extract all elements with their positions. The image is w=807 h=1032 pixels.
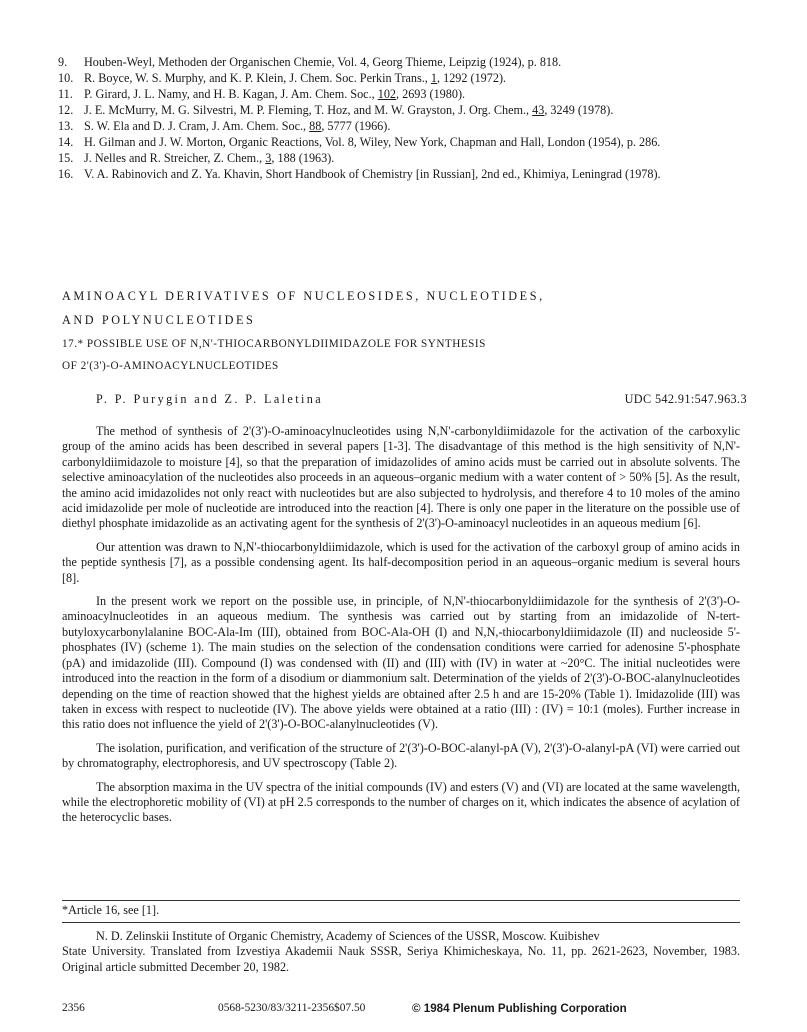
paragraph: The absorption maxima in the UV spectra of the initial compounds (IV) and esters (V) and (VI) are located at the same wavelength, while the electrophoretic mobility of (VI) at pH 2.5 corresponds to the number of charges on it, which indicates the absence of acylation of the heterocyclic bases. (62, 779, 740, 825)
reference-item: 9. Houben-Weyl, Methoden der Organischen Chemie, Vol. 4, Georg Thieme, Leipzig (1924), p. 818. (58, 55, 562, 69)
paragraph: In the present work we report on the possible use, in principle, of N,N'-thiocarbonyldiimidazole for the synthesis of 2'(3')-O-aminoacylnucleotides in an aqueous medium. The synthesis was carried out by starting from an imidazolide of N-tert-butyloxycarbonylalanine BOC-Ala-Im (III), obtained from BOC-Ala-OH (I) and N,N,-thiocarbonyldiimidazole (II) and nucleoside 5'-phosphates (IV) (scheme 1). The main studies on the selection of the condensation conditions were carried for adenosine 5'-phosphate (pA) and imidazolide (III). Compound (I) was condensed with (II) and (III) with (IV) in water at ~20°C. The initial nucleotides were introduced into the reaction in the form of a disodium or diammonium salt. Determination of the yields of 2'(3')-O-BOC-alanylnucleotides depending on the time of reaction showed that the highest yields are obtained after 2.5 h and are 15-20% (Table 1). Imidazolide (III) was taken in excess with respect to nucleotide (IV). The above yields were obtained at a ratio (III) : (IV) = 10:1 (moles). Further increase in this ratio does not influence the yield of 2'(3')-O-BOC-alanylnucleotides (V). (62, 594, 740, 732)
footnote-divider (62, 900, 740, 901)
reference-list (58, 54, 758, 182)
reference-item: 12. J. E. McMurry, M. G. Silvestri, M. P. Fleming, T. Hoz, and M. W. Grayston, J. Org. Chem., 43, 3249 (1978). (58, 103, 614, 117)
udc-code: UDC 542.91:547.963.3 (624, 392, 747, 406)
authors: P. P. Purygin and Z. P. Laletina (96, 392, 324, 406)
article-body (62, 424, 740, 834)
affiliation-note: N. D. Zelinskii Institute of Organic Chemistry, Academy of Sciences of the USSR, Moscow. Kuibishev State University. Translated from Izvestiya Akademii Nauk SSSR, Seriya Khimicheskaya, No. 11, pp. 2621-2623, November, 1983. Original article submitted December 20, 1982. (62, 929, 740, 974)
affiliation-divider (62, 922, 740, 923)
reference-item: 14. H. Gilman and J. W. Morton, Organic Reactions, Vol. 8, Wiley, New York, Chapman and Hall, London (1954), p. 286. (58, 135, 661, 149)
series-title: AMINOACYL DERIVATIVES OF NUCLEOSIDES, NUCLEOTIDES, AND POLYNUCLEOTIDES (62, 289, 545, 327)
copyright: © 1984 Plenum Publishing Corporation (412, 1002, 627, 1015)
page-number: 2356 (62, 1002, 85, 1014)
reference-item: 16. V. A. Rabinovich and Z. Ya. Khavin, Short Handbook of Chemistry [in Russian], 2nd ed., Khimiya, Leningrad (1978). (58, 167, 661, 181)
article-title: 17.* POSSIBLE USE OF N,N'-THIOCARBONYLDIIMIDAZOLE FOR SYNTHESIS OF 2'(3')-O-AMINOACYLNUCLEOTIDES (62, 338, 486, 372)
article-code: 0568-5230/83/3211-2356$07.50 (218, 1002, 366, 1014)
footnote: *Article 16, see [1]. (62, 903, 160, 917)
paragraph: The isolation, purification, and verification of the structure of 2'(3')-O-BOC-alanyl-pA (V), 2'(3')-O-alanyl-pA (VI) were carried out by chromatography, electrophoresis, and UV spectroscopy (Table 2). (62, 740, 740, 771)
paragraph: Our attention was drawn to N,N'-thiocarbonyldiimidazole, which is used for the activation of the carboxyl group of amino acids in the peptide synthesis [7], as a possible condensing agent. Its half-decomposition period in an aqueous–organic medium is several hours [8]. (62, 539, 740, 585)
reference-item: 10. R. Boyce, W. S. Murphy, and K. P. Klein, J. Chem. Soc. Perkin Trans., 1, 1292 (1972). (58, 71, 507, 85)
paragraph: The method of synthesis of 2'(3')-O-aminoacylnucleotides using N,N'-carbonyldiimidazole for the activation of the carboxylic group of the amino acids has been described in several papers [1-3]. The disadvantage of this method is the high sensitivity of N,N'-carbonyldiimidazole to moisture [4], so that the preparation of imidazolides of amino acids must be carried out in absolute solvents. The selective aminoacylation of the nucleotides also proceeds in an aqueous–organic medium with a water content of > 50% [5]. As the result, the amino acid imidazolides not only react with nucleotides but are also subjected to hydrolysis, and therefore 4 to 10 moles of the amino acid imidazolide per mole of nucleotide are introduced into the reaction [4]. There is only one paper in the literature on the possible use of diethyl phosphate imidazolide as an activating agent for the synthesis of 2'(3')-O-aminoacyl nucleotides in an aqueous medium [6]. (62, 424, 740, 531)
reference-item: 11. P. Girard, J. L. Namy, and H. B. Kagan, J. Am. Chem. Soc., 102, 2693 (1980). (58, 87, 466, 101)
reference-item: 15. J. Nelles and R. Streicher, Z. Chem., 3, 188 (1963). (58, 151, 335, 165)
reference-item: 13. S. W. Ela and D. J. Cram, J. Am. Chem. Soc., 88, 5777 (1966). (58, 119, 391, 133)
